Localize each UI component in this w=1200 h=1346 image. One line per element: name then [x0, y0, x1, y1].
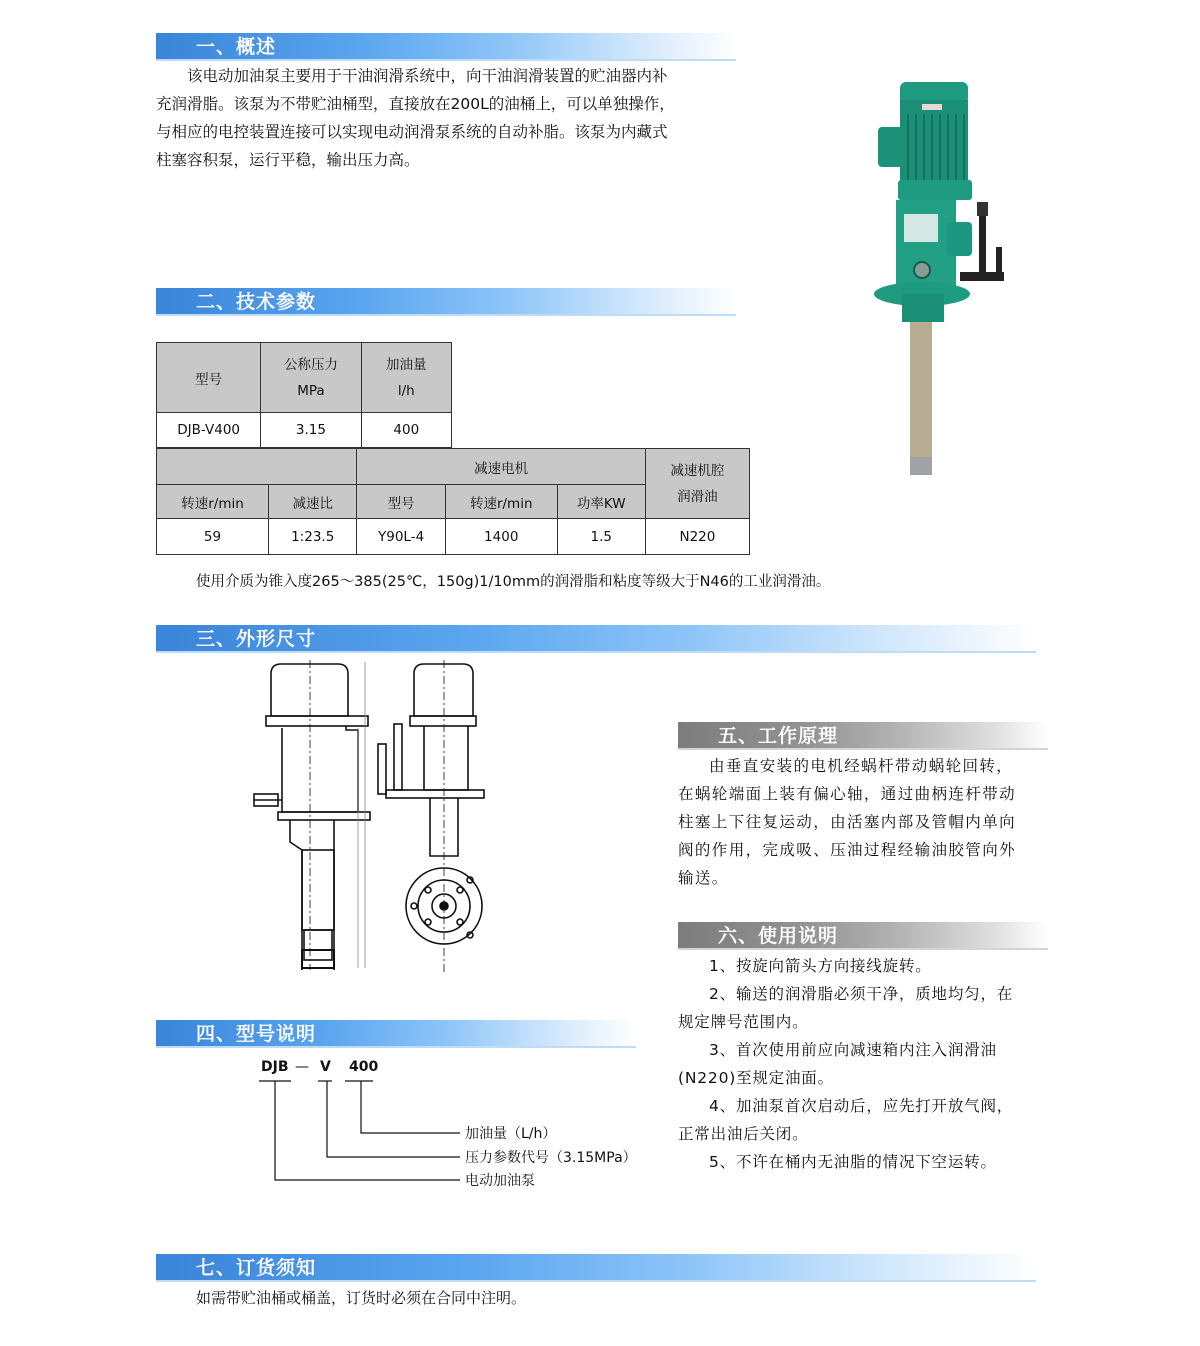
product-photo [860, 72, 1050, 492]
cell: 1400 [445, 519, 557, 555]
section-header-dimensions [156, 625, 1036, 653]
cell: N220 [645, 519, 749, 555]
header-cell: 减速比 [269, 485, 357, 519]
header-cell-blank [157, 449, 357, 485]
header-cell: 加油量 l/h [361, 343, 451, 413]
section-title: 二、技术参数 [196, 291, 317, 313]
cell-pressure: 3.15 [261, 413, 361, 448]
header-cell: 公称压力 MPa [261, 343, 361, 413]
section-header-usage [678, 922, 1048, 950]
usage-item: 5、不许在桶内无油脂的情况下空运转。 [709, 1153, 997, 1171]
spec-table-motor [156, 448, 750, 555]
usage-item: 1、按旋向箭头方向接线旋转。 [709, 957, 932, 975]
model-code-dash: — [295, 1059, 309, 1075]
table-row [157, 413, 452, 448]
principle-paragraph: 由垂直安装的电机经蜗杆带动蜗轮回转， 在蜗轮端面上装有偏心轴，通过曲柄连杆带动 柱塞上下往复运动，由活塞内部及管帽内单向 阀的作用，完成吸、压油过程经输油胶管向外 输送。 [678, 757, 1017, 887]
overview-line: 柱塞容积泵，运行平稳，输出压力高。 [156, 151, 420, 169]
model-code-diagram [245, 1055, 665, 1195]
usage-item: 4、加油泵首次启动后，应先打开放气阀， [709, 1097, 1014, 1115]
section-title: 四、型号说明 [196, 1023, 317, 1045]
section-header-principle [678, 722, 1048, 750]
header-cell-motor-group: 减速电机 [357, 449, 645, 485]
cell: 1:23.5 [269, 519, 357, 555]
usage-item: 2、输送的润滑脂必须干净，质地均匀，在 [709, 985, 1014, 1003]
section-title: 一、概述 [196, 36, 277, 58]
section-header-specs [156, 288, 736, 316]
cell-flow: 400 [361, 413, 451, 448]
model-desc-type: 电动加油泵 [465, 1173, 535, 1189]
model-code-pressure: V [320, 1059, 331, 1075]
specs-note: 使用介质为锥入度265～385(25℃，150g)1/10mm的润滑脂和粘度等级大于N46的工业润滑油。 [196, 574, 831, 590]
header-cell: 转速r/min [445, 485, 557, 519]
usage-item-cont: 正常出油后关闭。 [678, 1125, 809, 1143]
overview-paragraph [156, 62, 756, 174]
section-header-model [156, 1020, 636, 1048]
cell: Y90L-4 [357, 519, 445, 555]
overview-line: 充润滑脂。该泵为不带贮油桶型，直接放在200L的油桶上，可以单独操作， [156, 95, 675, 113]
header-cell-oil: 减速机腔 润滑油 [645, 449, 749, 519]
cell: 59 [157, 519, 269, 555]
header-cell: 转速r/min [157, 485, 269, 519]
header-cell: 功率KW [557, 485, 645, 519]
usage-item: 3、首次使用前应向减速箱内注入润滑油 [709, 1041, 997, 1059]
section-header-overview [156, 33, 736, 61]
header-cell: 型号 [357, 485, 445, 519]
usage-list [678, 952, 1058, 1176]
usage-item-cont: (N220)至规定油面。 [678, 1069, 834, 1087]
spec-table-pump [156, 342, 452, 448]
section-title: 五、工作原理 [718, 725, 839, 747]
section-header-ordering [156, 1254, 1036, 1282]
dimension-drawing [218, 660, 518, 975]
overview-line: 与相应的电控装置连接可以实现电动润滑泵系统的自动补脂。该泵为内藏式 [156, 123, 668, 141]
table-row [157, 519, 750, 555]
model-desc-flow: 加油量（L/h） [465, 1126, 557, 1142]
cell: 1.5 [557, 519, 645, 555]
model-code-prefix: DJB [261, 1059, 289, 1075]
usage-item-cont: 规定牌号范围内。 [678, 1013, 809, 1031]
section-title: 三、外形尺寸 [196, 628, 317, 650]
model-desc-pressure: 压力参数代号（3.15MPa） [465, 1150, 637, 1166]
cell-model: DJB-V400 [157, 413, 261, 448]
model-code-flow: 400 [349, 1059, 379, 1075]
overview-line: 该电动加油泵主要用于干油润滑系统中，向干油润滑装置的贮油器内补 [187, 67, 668, 85]
section-title: 七、订货须知 [196, 1257, 317, 1279]
header-cell: 型号 [157, 343, 261, 413]
section-title: 六、使用说明 [718, 925, 839, 947]
ordering-text: 如需带贮油桶或桶盖，订货时必须在合同中注明。 [196, 1289, 527, 1307]
